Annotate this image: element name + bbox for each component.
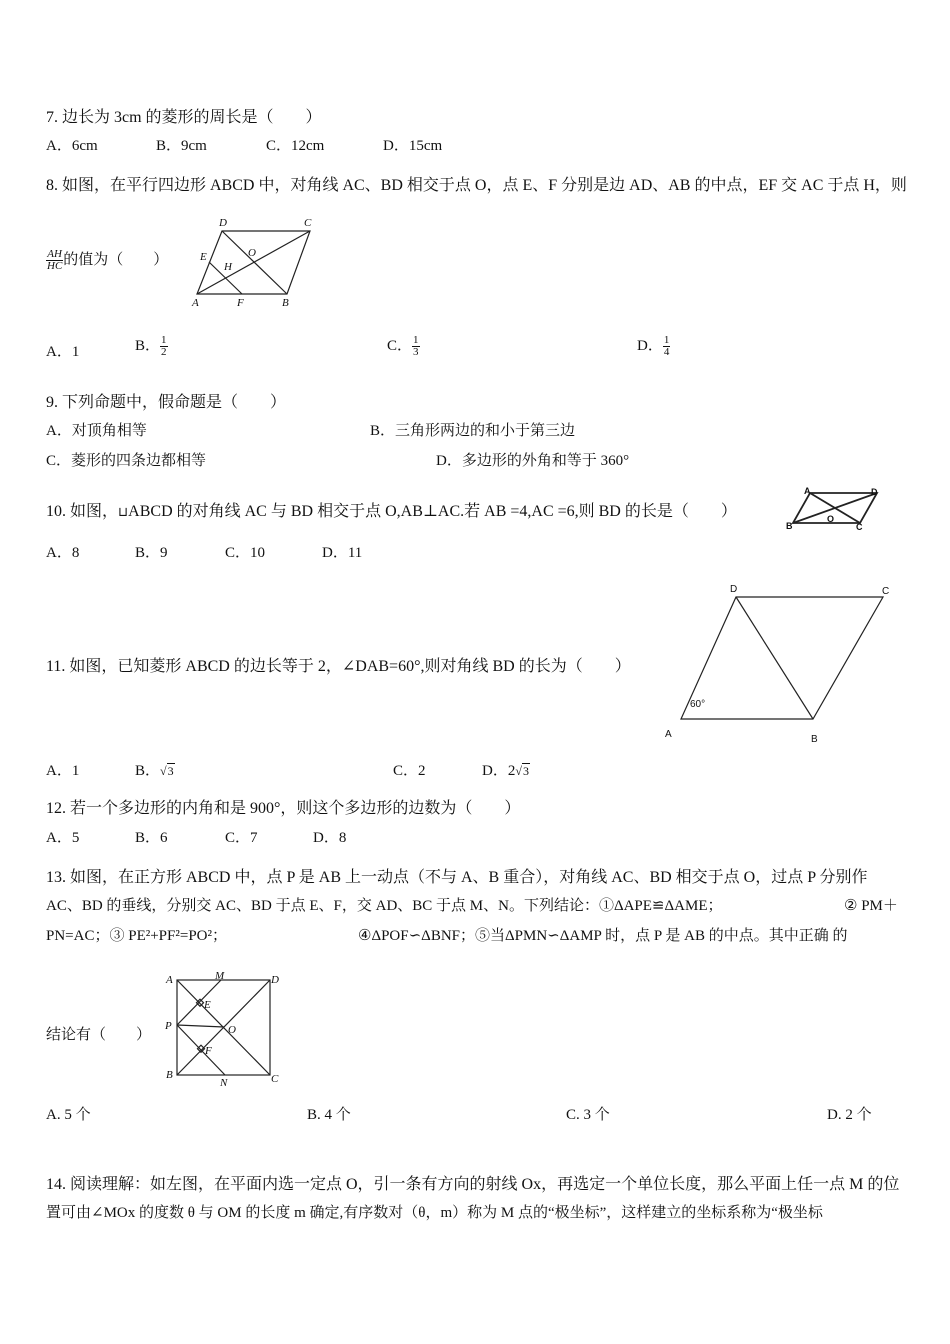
parallelogram-symbol: ⊔ bbox=[118, 505, 129, 520]
q8-option-b: B． $\frac{1}{2}$ bbox=[135, 334, 167, 359]
q12-option-c: C．7 bbox=[225, 830, 258, 846]
q8-option-c: C． $\frac{1}{3}$ bbox=[387, 334, 419, 359]
q7-option-a: A．6cm bbox=[46, 138, 98, 154]
q11-option-c: C．2 bbox=[393, 763, 426, 779]
q13-square-figure bbox=[160, 970, 290, 1092]
q13-label-f: F bbox=[205, 1045, 212, 1057]
q13-line-3a: PN=AC；③ PE²+PF²=PO²； bbox=[46, 928, 227, 944]
q13-line-4: 结论有（ ） bbox=[46, 1027, 152, 1043]
q10-parallelogram-figure bbox=[783, 485, 883, 535]
q8-label-o: O bbox=[248, 247, 256, 259]
q11-rhombus-figure bbox=[660, 578, 900, 748]
q10-option-c: C．10 bbox=[225, 545, 266, 561]
q8-label-h: H bbox=[224, 261, 232, 273]
q13-label-o: O bbox=[228, 1024, 236, 1036]
q8-label-f: F bbox=[237, 297, 244, 309]
q10-option-a: A．8 bbox=[46, 545, 80, 561]
q11-option-b: B．√3 bbox=[135, 763, 174, 779]
q9-stem: 9. 下列命题中，假命题是（ ） bbox=[46, 394, 287, 411]
q13-line-2b: ② PM＋ bbox=[844, 898, 898, 914]
q13-label-p: P bbox=[165, 1020, 172, 1032]
q11-label-a: A bbox=[665, 729, 672, 740]
q7-option-b: B．9cm bbox=[156, 138, 207, 154]
q11-option-d: D．2√3 bbox=[482, 763, 529, 779]
q13-option-d: D. 2 个 bbox=[827, 1107, 872, 1123]
q13-label-n: N bbox=[220, 1077, 228, 1089]
q9-option-d: D．多边形的外角和等于 360° bbox=[436, 453, 630, 469]
q12-option-d: D．8 bbox=[313, 830, 347, 846]
q9-option-c: C．菱形的四条边都相等 bbox=[46, 453, 207, 469]
q10-label-a: A bbox=[804, 486, 811, 496]
q9-option-b: B．三角形两边的和小于第三边 bbox=[370, 423, 576, 439]
q8-label-a: A bbox=[192, 297, 199, 309]
q13-label-e: E bbox=[204, 999, 211, 1011]
q12-option-b: B．6 bbox=[135, 830, 168, 846]
q13-line-1: 13. 如图，在正方形 ABCD 中，点 P 是 AB 上一动点（不与 A、B 重合），对角线 AC、BD 相交于点 O，过点 P 分别作 bbox=[46, 869, 868, 886]
q10-option-b: B．9 bbox=[135, 545, 168, 561]
q8-parallelogram-figure bbox=[180, 210, 330, 310]
q11-angle-label: 60° bbox=[690, 699, 706, 710]
q8-label-e: E bbox=[200, 251, 207, 263]
q7-option-d: D．15cm bbox=[383, 138, 443, 154]
q12-option-a: A．5 bbox=[46, 830, 80, 846]
q7-stem: 7. 边长为 3cm 的菱形的周长是（ ） bbox=[46, 109, 322, 126]
q11-stem: 11. 如图，已知菱形 ABCD 的边长等于 2，∠DAB=60°,则对角线 BD 的长为（ ） bbox=[46, 658, 631, 675]
q8-label-d: D bbox=[219, 217, 227, 229]
q10-label-b: B bbox=[786, 521, 793, 531]
q14-line-2: 置可由∠MOx 的度数 θ 与 OM 的长度 m 确定,有序数对（θ，m）称为 M 点的“极坐标”，这样建立的坐标系称为“极坐标 bbox=[46, 1205, 823, 1221]
q8-stem-end: $\frac{AH}{HC}$ 的值为（ ） bbox=[47, 248, 169, 273]
q13-label-a: A bbox=[166, 974, 173, 986]
q13-label-b: B bbox=[166, 1069, 173, 1081]
q13-option-a: A. 5 个 bbox=[46, 1107, 91, 1123]
q8-label-c: C bbox=[304, 217, 312, 229]
q8-label-b: B bbox=[282, 297, 289, 309]
q12-stem: 12. 若一个多边形的内角和是 900°，则这个多边形的边数为（ ） bbox=[46, 800, 521, 817]
q10-label-o: O bbox=[827, 514, 835, 524]
q13-line-3b: ④ΔPOF∽ΔBNF；⑤当ΔPMN∽ΔAMP 时，点 P 是 AB 的中点。其中正确 的 bbox=[358, 928, 848, 944]
q13-option-c: C. 3 个 bbox=[566, 1107, 610, 1123]
q11-label-b: B bbox=[811, 734, 818, 745]
q8-ratio-fraction: $\frac{AH}{HC}$ bbox=[47, 248, 63, 273]
q8-option-a: A．1 bbox=[46, 344, 80, 360]
q13-label-m: M bbox=[215, 970, 225, 982]
q13-label-d: D bbox=[271, 974, 279, 986]
q11-option-a: A．1 bbox=[46, 763, 80, 779]
q13-label-c: C bbox=[271, 1073, 279, 1085]
q14-line-1: 14. 阅读理解：如左图，在平面内选一定点 O，引一条有方向的射线 Ox，再选定一个单位长度，那么平面上任一点 M 的位 bbox=[46, 1176, 900, 1193]
q8-option-d: D． $\frac{1}{4}$ bbox=[637, 334, 670, 359]
q10-option-d: D．11 bbox=[322, 545, 363, 561]
q13-option-b: B. 4 个 bbox=[307, 1107, 351, 1123]
q11-label-d: D bbox=[730, 584, 738, 595]
q10-label-d: D bbox=[871, 487, 878, 497]
q10-label-c: C bbox=[856, 522, 863, 532]
q7-option-c: C．12cm bbox=[266, 138, 325, 154]
q8-stem: 8. 如图，在平行四边形 ABCD 中，对角线 AC、BD 相交于点 O，点 E、F 分别是边 AD、AB 的中点，EF 交 AC 于点 H，则 bbox=[46, 177, 907, 194]
q13-line-2a: AC、BD 的垂线，分别交 AC、BD 于点 E、F，交 AD、BC 于点 M、N。下列结论：①ΔAPE≌ΔAME； bbox=[46, 898, 723, 914]
q9-option-a: A．对顶角相等 bbox=[46, 423, 147, 439]
q10-stem: 10. 如图，⊔ABCD 的对角线 AC 与 BD 相交于点 O,AB⊥AC.若 AB =4,AC =6,则 BD 的长是（ ） bbox=[46, 503, 737, 520]
q11-label-c: C bbox=[882, 586, 890, 597]
